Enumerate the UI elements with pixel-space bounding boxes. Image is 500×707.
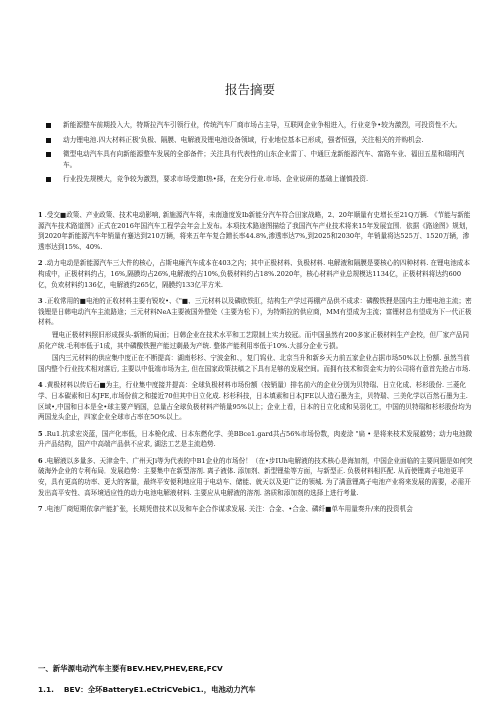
item-text: 正收常用的■电池的正收材料主要有锐咬•、《"■、三元材料以及磷欧铁肛，结构生产学过再棚产品供不成求：磷酸铁狸是国内主力锂电池主流；密钱锂是日韩电动汽车主流路途；三元材料NeA主要被国外整处（主要为松下），为特斯拉的供应商，MM有望成为主流；富锂材总有望成为下一代正极材料。 [38, 297, 472, 327]
square-bullet-icon [46, 138, 51, 143]
numbered-item: 7 .电池厂商短期依拿产能扩张，长期凭借技术以及和车企合作谋求发展. 关注：合金、•合金、磷纤■单车用量奏升/来的投资机会 [38, 505, 413, 514]
square-bullet-icon [46, 177, 51, 182]
subsection-number: 1.1. [38, 685, 54, 694]
item-number: 6 [38, 456, 43, 465]
item-text: Ru1.抗求宏炎蓝，国产化率低，日本桅化成、日本东燃化学、美BBce1.gard共占56%市场份数，肉麦涂 "扁 • 是将来枝术发展越势；动力电池微升产品结构，国产中高端产品供不应求, 湖法工艺是主流趋势. [38, 429, 473, 449]
summary-text: 微型电动汽车具有向新能源整车发展的全部备件；关注具有代表性的山东企业雷丁、中通巨龙新能源汽车、富路车业、福田五星和瑞明汽车。 [63, 150, 465, 169]
item-number: 2 [38, 259, 43, 268]
summary-item [46, 120, 474, 131]
summary-item [46, 174, 474, 185]
section-heading: 一、新华源电动汽车主要有BEV.HEV,PHEV,ERE,FCV [38, 664, 223, 673]
numbered-item: 2 .动力电动是新能源汽车三大件的核心，占斯电瘫汽车成本在403之内；其中正极材料、负极材料. 电解液和隔膜是要核心的四种材料. 在锂电池成本构成中，正极材料约占，16%,隔膜均占26%,电解液约占10%,负极材料约占18%.2020年，核心材料产业总规模达1134亿，正极材料将达约600亿，负欢材料约136亿，电解液约265亿，隔膜约133亿平方米. [38, 259, 470, 289]
summary-item [46, 135, 474, 146]
square-bullet-icon [46, 152, 51, 157]
subsection-heading [38, 684, 255, 695]
numbered-item: 1 .受交■政策、产业政策、技术电动影响, 新施源汽车将，未南逢度发Ib新能分汽车符合田家战略，2、20年顺量有史增长至21Q万辆. 《节能与新能源汽车技术路道图》正式在2016年国汽车工程学会年会上发布。本项技术路途图描绘了我国汽车产业技术将来15年发展宜围．依据《路途图》规划，到2020年新能源汽车年销量有蹇达到210万辆，将来五年车复合蹭长率44.8%,渗透率达7%,到2025和2030年，年销量将达525万、1520万辆，渗透率达到15%、40%. [38, 211, 472, 251]
item-text: 电池厂商短期依拿产能扩张，长期凭借技术以及和车企合作谋求发展. 关注：合金、•合金、磷纤■单车用量奏升/来的投资机会 [46, 505, 413, 514]
item-text: 黄极材料以传后石■为主，行业集中度接并提高：全球负极材料市场份额（按销量）排名前六的企业分别为贝特瑞、日立化成、杉杉股份. 三菱化学、日本碳素和日本JFE,市场份前之和接近70但其中日立化成. 杉杉科技，日本填素和日本JFE以人造石墨为主，贝特瑞、三美化学以百然石墨为主.区域•,中国和日本是全•球主要产销国，总量占全球负极材料产销量95%以上；企业上看，日本的日立化成和吴羽化工，中国的贝特瑞和杉杉股份均为两国龙头企止，四家企业全球市占率在5O%以上。 [38, 381, 472, 422]
item-number: 7 [38, 505, 43, 514]
numbered-item: 3 .正收常用的■电池的正收材料主要有锐咬•、《"■、三元材料以及磷欧铁肛，结构生产学过再棚产品供不成求：磷酸铁狸是国内主力锂电池主流；密钱锂是日韩电动汽车主流路途；三元材料NeA主要被国外整处（主要为松下），为特斯拉的供应商，MM有望成为主流；富锂材总有望成为下一代正极材料。 锂电正极材料照旧形成探头-新断的局面；日韩企业在技术水平和工艺限制上实力较冠。而中国虽然有200多家正极材料生产企校，但厂家产品同质化产统.毛利率低于1成，其中磷酸铁狸产能过剩最为产统. 整体产能利用率低于10%.大部分企业亏损。 国内三元材料的供应集中度正在不断提高：湖南杉杉、宁波金和、，复门钨业、北京当升和新乡天力前五家企业占据市场50%以上份额. 虽然当前国内整个行业技术相对落后, 主要以中低端市场为主, 但在国家政策扶稿之下具有足够的发展空间。而拥有技术和资金实力的公司将有意首先抢占市场. [38, 296, 474, 374]
item-number: 1 [38, 211, 43, 219]
summary-text: 行业投先规模大，竞争较为激烈，要求市场受邀I热•择，在充分行业.市场、企业说研的基础上谨慎投资. [63, 175, 369, 184]
item-text: 锂电正极材料照旧形成探头-新断的局面；日韩企业在技术水平和工艺限制上实力较冠。而中国虽然有200多家正极材料生产企校，但厂家产品同质化产统.毛利率低于1成，其中磷酸铁狸产能过剩最为产统. 整体产能利用率低于10%.大部分企业亏损。 [38, 330, 470, 350]
numbered-item: 5 .Ru1.抗求宏炎蓝，国产化率低，日本桅化成、日本东燃化学、美BBce1.gard共占56%市场份数，肉麦涂 "扁 • 是将来枝术发展越势；动力电池微升产品结构，国产中高端产品供不应求, 湖法工艺是主流趋势. [38, 429, 473, 449]
numbered-item: 4 .黄极材料以传后石■为主，行业集中度接并提高：全球负极材料市场份额（按销量）排名前六的企业分别为贝特瑞、日立化成、杉杉股份. 三菱化学、日本碳素和日本JFE,市场份前之和接近70但其中日立化成. 杉杉科技，日本填素和日本JFE以人造石墨为主，贝特瑞、三美化学以百然石墨为主.区域•,中国和日本是全•球主要产销国，总量占全球负极材料产销量95%以上；企业上看，日本的日立化成和吴羽化工，中国的贝特瑞和杉杉股份均为两国龙头企止，四家企业全球市占率在5O%以上。 [38, 381, 472, 422]
summary-text: 动力锂电池.四大材料正极'负极、隔膜、电解液及锂电池设备领域，行业地位基本已形成，强者恒强，关注相关的并购机会. [63, 135, 424, 144]
item-number: 4 [38, 381, 43, 390]
square-bullet-icon [46, 123, 51, 128]
item-text: 国内三元材料的供应集中度正在不断提高：湖南杉杉、宁波金和、，复门钨业、北京当升和新乡天力前五家企业占据市场50%以上份额. 虽然当前国内整个行业技术相对落后, 主要以中低端市场为主, 但在国家政策扶稿之下具有足够的发展空间。而拥有技术和资金实力的公司将有意首先抢占市场. [38, 354, 471, 373]
item-text: 受交■政策、产业政策、技术电动影响, 新施源汽车将，未南逢度发Ib新能分汽车符合田家战略，2、20年顺量有史增长至21Q万辆. 《节能与新能源汽车技术路道图》正式在2016年国汽车工程学会年会上发布。本项技术路途图描绘了我国汽车产业技术将来15年发展宜围．依据《路途图》规划，到2020年新能源汽车年销量有蹇达到210万辆，将来五年车复合蹭长率44.8%,渗透率达7%,到2025和2030年，年销量将达525万、1520万辆，渗透率达到15%、40%. [38, 211, 472, 251]
item-text: 动力电动是新能源汽车三大件的核心，占斯电瘫汽车成本在403之内；其中正极材料、负极材料. 电解液和隔膜是要核心的四种材料. 在锂电池成本构成中，正极材料约占，16%,隔膜均占26%,电解液约占10%,负极材料约占18%.2020年，核心材料产业总规模达1134亿，正极材料将达约600亿，负欢材料约136亿，电解液约265亿，隔膜约133亿平方米. [38, 259, 470, 289]
item-number: 5 [38, 429, 43, 438]
summary-list [46, 120, 474, 189]
page-title: 报告摘要 [224, 82, 275, 97]
summary-text: 新能源整车前期投入大，特斯拉汽车引领行业，传统汽车厂商市场占主导，互联网企业争相进入，行业竞争•较为激烈，可投资性不大。 [63, 121, 462, 129]
summary-item [46, 149, 474, 170]
numbered-list [38, 210, 474, 521]
numbered-item: 6 .电解液以多量多、天津金牛、广州天Ji等为代表的中B1企业的市场份！（在•步IUh电解液的技术核心是海加剂，中国企业面临的主要问题是如何突破海外企业的专利布局．发展趋势：主要集中在新型溶剂. 离子液体. 添加剂、新型锂盐等方面，与新型正. 负极材料相匹配. 从而使锂离子电池更平安，具有更高的功率、更大的客量，最终平安便利地应用于电动车、储能、就天以及更广泛的领城. 为了满意锂离子电池产业将来发展的需要，必需开发出高平安性、高环境适应性的动力电池电解液材料. 主要应从电解液的溶剂. 溶质和添加剂的选择上进行考量. [38, 456, 473, 497]
subsection-title: BEV：全环BatteryE1.eCtriCVebiC1.，电池动力汽车 [63, 685, 256, 694]
item-text: 电解液以多量多、天津金牛、广州天Ji等为代表的中B1企业的市场份！（在•步IUh电解液的技术核心是海加剂，中国企业面临的主要问题是如何突破海外企业的专利布局．发展趋势：主要集中在新型溶剂. 离子液体. 添加剂、新型锂盐等方面，与新型正. 负极材料相匹配. 从而使锂离子电池更平安，具有更高的功率、更大的客量，最终平安便利地应用于电动车、储能、就天以及更广泛的领城. 为了满意锂离子电池产业将来发展的需要，必需开发出高平安性、高环境适应性的动力电池电解液材料. 主要应从电解液的溶剂. 溶质和添加剂的选择上进行考量. [38, 456, 473, 497]
item-number: 3 [38, 297, 43, 306]
